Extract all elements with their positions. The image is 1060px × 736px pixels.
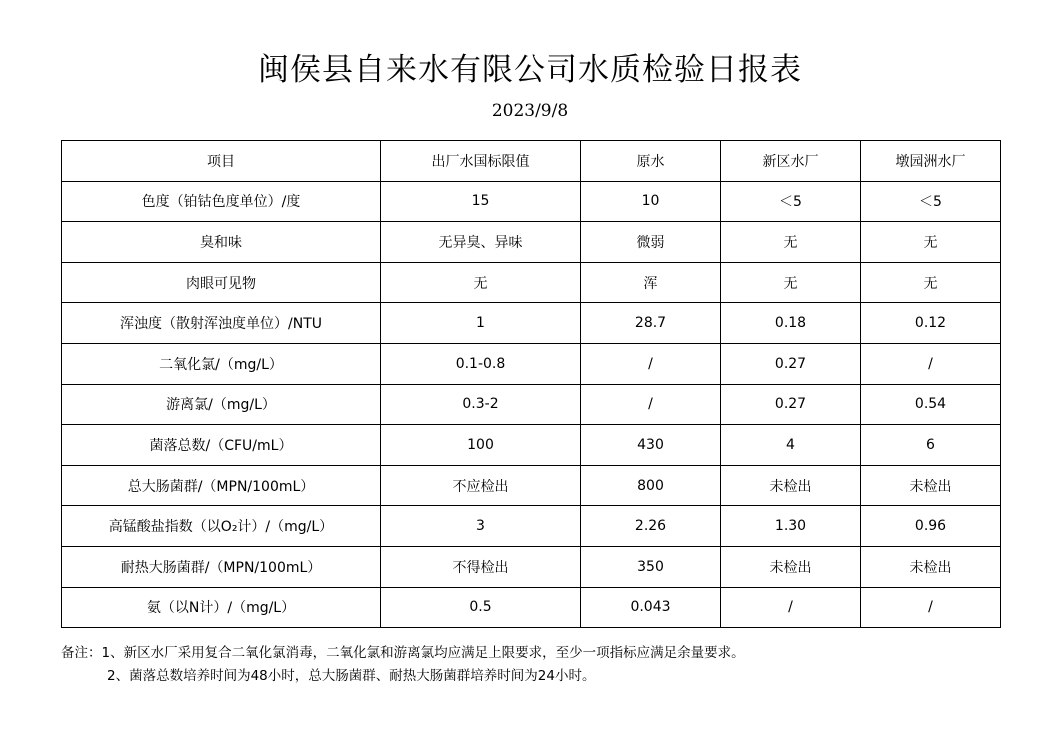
row-dunyuanzhou-plant: 0.96 [861,506,1001,547]
note-line-2: 2、菌落总数培养时间为48小时，总大肠菌群、耐热大肠菌群培养时间为24小时。 [107,668,596,684]
row-standard-limit: 不应检出 [381,465,581,506]
table-row [62,506,1001,547]
row-item: 高锰酸盐指数（以O₂计）/（mg/L） [62,506,381,547]
row-dunyuanzhou-plant: 6 [861,425,1001,466]
row-item: 总大肠菌群/（MPN/100mL） [62,465,381,506]
row-raw-water: / [581,343,721,384]
row-dunyuanzhou-plant: 0.54 [861,384,1001,425]
water-quality-table [61,140,1001,628]
row-xinqu-plant: 1.30 [721,506,861,547]
row-item: 氨（以N计）/（mg/L） [62,587,381,628]
row-raw-water: 800 [581,465,721,506]
row-standard-limit: 3 [381,506,581,547]
row-raw-water: 0.043 [581,587,721,628]
row-item: 游离氯/（mg/L） [62,384,381,425]
row-xinqu-plant: 4 [721,425,861,466]
row-standard-limit: 0.3-2 [381,384,581,425]
table-row [62,181,1001,222]
header-standard-limit: 出厂水国标限值 [381,141,581,182]
row-xinqu-plant: / [721,587,861,628]
table-row [62,465,1001,506]
row-raw-water: 浑 [581,262,721,303]
table-row [62,425,1001,466]
row-raw-water: 350 [581,546,721,587]
row-item: 二氧化氯/（mg/L） [62,343,381,384]
row-item: 菌落总数/（CFU/mL） [62,425,381,466]
row-standard-limit: 1 [381,303,581,344]
row-item: 耐热大肠菌群/（MPN/100mL） [62,546,381,587]
table-header-row [62,141,1001,182]
row-item: 臭和味 [62,222,381,263]
row-standard-limit: 无 [381,262,581,303]
row-standard-limit: 无异臭、异味 [381,222,581,263]
table-row [62,384,1001,425]
row-standard-limit: 0.1-0.8 [381,343,581,384]
report-date: 2023/9/8 [491,101,569,121]
row-raw-water: 微弱 [581,222,721,263]
row-raw-water: 2.26 [581,506,721,547]
header-item: 项目 [62,141,381,182]
table-row [62,546,1001,587]
report-title: 闽侯县自来水有限公司水质检验日报表 [258,52,802,88]
header-dunyuanzhou-plant: 墩园洲水厂 [861,141,1001,182]
row-dunyuanzhou-plant: ＜5 [861,181,1001,222]
row-xinqu-plant: 0.27 [721,343,861,384]
row-dunyuanzhou-plant: / [861,587,1001,628]
row-standard-limit: 100 [381,425,581,466]
note-line-1: 备注：1、新区水厂采用复合二氧化氯消毒，二氧化氯和游离氯均应满足上限要求，至少一项指标应满足余量要求。 [61,645,745,661]
row-xinqu-plant: 未检出 [721,546,861,587]
header-raw-water: 原水 [581,141,721,182]
row-dunyuanzhou-plant: / [861,343,1001,384]
table-row [62,303,1001,344]
row-xinqu-plant: 0.18 [721,303,861,344]
row-dunyuanzhou-plant: 无 [861,222,1001,263]
row-xinqu-plant: 无 [721,262,861,303]
row-dunyuanzhou-plant: 无 [861,262,1001,303]
table-row [62,587,1001,628]
row-standard-limit: 0.5 [381,587,581,628]
header-xinqu-plant: 新区水厂 [721,141,861,182]
table-body [62,141,1001,628]
table-row [62,343,1001,384]
row-standard-limit: 不得检出 [381,546,581,587]
row-raw-water: 28.7 [581,303,721,344]
row-item: 浑浊度（散射浑浊度单位）/NTU [62,303,381,344]
row-xinqu-plant: 无 [721,222,861,263]
row-standard-limit: 15 [381,181,581,222]
row-raw-water: / [581,384,721,425]
row-raw-water: 430 [581,425,721,466]
row-item: 色度（铂钴色度单位）/度 [62,181,381,222]
row-raw-water: 10 [581,181,721,222]
notes [61,642,745,688]
row-item: 肉眼可见物 [62,262,381,303]
row-dunyuanzhou-plant: 未检出 [861,465,1001,506]
row-xinqu-plant: 0.27 [721,384,861,425]
row-xinqu-plant: ＜5 [721,181,861,222]
row-dunyuanzhou-plant: 未检出 [861,546,1001,587]
table-row [62,222,1001,263]
row-dunyuanzhou-plant: 0.12 [861,303,1001,344]
table-row [62,262,1001,303]
row-xinqu-plant: 未检出 [721,465,861,506]
